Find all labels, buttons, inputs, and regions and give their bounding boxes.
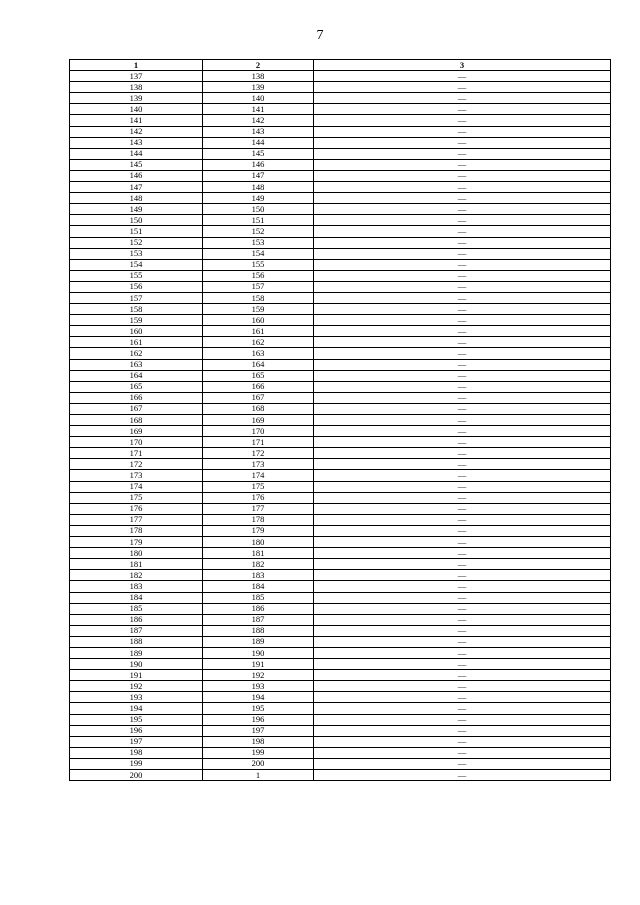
table-row xyxy=(70,337,611,348)
table-cell-col-3: — xyxy=(314,537,611,548)
table-cell-col-2: 154 xyxy=(203,248,314,259)
table-body xyxy=(70,71,611,781)
table-row xyxy=(70,548,611,559)
table-cell-col-2: 194 xyxy=(203,692,314,703)
table-cell-col-3: — xyxy=(314,459,611,470)
table-cell-col-3: — xyxy=(314,514,611,525)
table-row xyxy=(70,659,611,670)
table-cell-col-2: 143 xyxy=(203,126,314,137)
table-row xyxy=(70,170,611,181)
table-row xyxy=(70,359,611,370)
table-row xyxy=(70,692,611,703)
table-cell-col-1: 149 xyxy=(70,204,203,215)
table-cell-col-1: 184 xyxy=(70,592,203,603)
table-cell-col-1: 164 xyxy=(70,370,203,381)
table-cell-col-1: 193 xyxy=(70,692,203,703)
table-cell-col-3: — xyxy=(314,548,611,559)
table-cell-col-3: — xyxy=(314,747,611,758)
table-row xyxy=(70,248,611,259)
table-cell-col-2: 181 xyxy=(203,548,314,559)
table-cell-col-2: 168 xyxy=(203,403,314,414)
table-cell-col-2: 193 xyxy=(203,681,314,692)
table-cell-col-1: 179 xyxy=(70,537,203,548)
table-cell-col-2: 169 xyxy=(203,415,314,426)
table-cell-col-3: — xyxy=(314,736,611,747)
table-cell-col-2: 198 xyxy=(203,736,314,747)
table-cell-col-3: — xyxy=(314,304,611,315)
table-cell-col-1: 150 xyxy=(70,215,203,226)
table-cell-col-3: — xyxy=(314,636,611,647)
table-row xyxy=(70,758,611,769)
table-cell-col-2: 197 xyxy=(203,725,314,736)
table-cell-col-1: 176 xyxy=(70,503,203,514)
table-cell-col-1: 186 xyxy=(70,614,203,625)
table-cell-col-3: — xyxy=(314,326,611,337)
table-cell-col-2: 164 xyxy=(203,359,314,370)
table-cell-col-2: 139 xyxy=(203,82,314,93)
table-cell-col-1: 174 xyxy=(70,481,203,492)
table-cell-col-1: 146 xyxy=(70,170,203,181)
table-row xyxy=(70,403,611,414)
table-cell-col-2: 192 xyxy=(203,670,314,681)
table-cell-col-3: — xyxy=(314,559,611,570)
table-cell-col-2: 190 xyxy=(203,647,314,658)
table-cell-col-2: 167 xyxy=(203,392,314,403)
table-cell-col-1: 142 xyxy=(70,126,203,137)
table-cell-col-2: 161 xyxy=(203,326,314,337)
table-cell-col-2: 150 xyxy=(203,204,314,215)
table-cell-col-1: 177 xyxy=(70,514,203,525)
table-cell-col-3: — xyxy=(314,337,611,348)
table-cell-col-1: 152 xyxy=(70,237,203,248)
table-row xyxy=(70,115,611,126)
table-row xyxy=(70,82,611,93)
table-row xyxy=(70,492,611,503)
table-cell-col-3: — xyxy=(314,703,611,714)
table-cell-col-3: — xyxy=(314,647,611,658)
table-cell-col-2: 170 xyxy=(203,426,314,437)
table-cell-col-3: — xyxy=(314,725,611,736)
table-row xyxy=(70,703,611,714)
table-cell-col-1: 162 xyxy=(70,348,203,359)
table-row xyxy=(70,614,611,625)
table-cell-col-3: — xyxy=(314,148,611,159)
table-cell-col-3: — xyxy=(314,182,611,193)
table-cell-col-1: 163 xyxy=(70,359,203,370)
table-cell-col-3: — xyxy=(314,492,611,503)
table-cell-col-1: 196 xyxy=(70,725,203,736)
table-cell-col-3: — xyxy=(314,381,611,392)
table-cell-col-2: 151 xyxy=(203,215,314,226)
table-cell-col-1: 190 xyxy=(70,659,203,670)
page-number: 7 xyxy=(316,28,324,43)
table-row xyxy=(70,415,611,426)
table-cell-col-1: 171 xyxy=(70,448,203,459)
table-cell-col-2: 189 xyxy=(203,636,314,647)
table-cell-col-3: — xyxy=(314,204,611,215)
table-row xyxy=(70,392,611,403)
table-row xyxy=(70,581,611,592)
table-cell-col-2: 179 xyxy=(203,525,314,536)
table-cell-col-2: 144 xyxy=(203,137,314,148)
table-cell-col-2: 160 xyxy=(203,315,314,326)
table-row xyxy=(70,304,611,315)
table-row xyxy=(70,237,611,248)
table-cell-col-1: 155 xyxy=(70,270,203,281)
table-cell-col-1: 144 xyxy=(70,148,203,159)
table-cell-col-3: — xyxy=(314,503,611,514)
table-cell-col-1: 157 xyxy=(70,292,203,303)
table-cell-col-1: 147 xyxy=(70,182,203,193)
table-cell-col-1: 141 xyxy=(70,115,203,126)
table-cell-col-3: — xyxy=(314,259,611,270)
table-cell-col-2: 191 xyxy=(203,659,314,670)
table-cell-col-3: — xyxy=(314,681,611,692)
table-row xyxy=(70,747,611,758)
table-cell-col-2: 159 xyxy=(203,304,314,315)
table-cell-col-3: — xyxy=(314,415,611,426)
table-cell-col-1: 156 xyxy=(70,281,203,292)
table-cell-col-1: 166 xyxy=(70,392,203,403)
table-cell-col-3: — xyxy=(314,170,611,181)
table-cell-col-2: 156 xyxy=(203,270,314,281)
table-row xyxy=(70,647,611,658)
table-header-row xyxy=(70,60,611,71)
table-cell-col-1: 185 xyxy=(70,603,203,614)
table-cell-col-3: — xyxy=(314,592,611,603)
table-row xyxy=(70,204,611,215)
table-cell-col-1: 158 xyxy=(70,304,203,315)
table-row xyxy=(70,281,611,292)
table-cell-col-2: 148 xyxy=(203,182,314,193)
table-cell-col-1: 139 xyxy=(70,93,203,104)
table-cell-col-2: 195 xyxy=(203,703,314,714)
table-cell-col-2: 145 xyxy=(203,148,314,159)
table-cell-col-3: — xyxy=(314,714,611,725)
table-cell-col-1: 153 xyxy=(70,248,203,259)
table-cell-col-2: 183 xyxy=(203,570,314,581)
table-cell-col-2: 182 xyxy=(203,559,314,570)
table-row xyxy=(70,636,611,647)
table-cell-col-2: 174 xyxy=(203,470,314,481)
table-cell-col-3: — xyxy=(314,159,611,170)
table-cell-col-3: — xyxy=(314,93,611,104)
table-cell-col-3: — xyxy=(314,758,611,769)
number-table xyxy=(69,59,611,781)
table-row xyxy=(70,503,611,514)
table-cell-col-1: 191 xyxy=(70,670,203,681)
table-cell-col-2: 1 xyxy=(203,770,314,781)
table-cell-col-3: — xyxy=(314,426,611,437)
table-cell-col-3: — xyxy=(314,137,611,148)
table-cell-col-1: 167 xyxy=(70,403,203,414)
table-cell-col-3: — xyxy=(314,448,611,459)
table-row xyxy=(70,270,611,281)
table-row xyxy=(70,559,611,570)
table-row xyxy=(70,537,611,548)
table-cell-col-1: 197 xyxy=(70,736,203,747)
table-row xyxy=(70,670,611,681)
table-cell-col-3: — xyxy=(314,104,611,115)
table-cell-col-2: 146 xyxy=(203,159,314,170)
table-row xyxy=(70,470,611,481)
table-cell-col-1: 168 xyxy=(70,415,203,426)
table-row xyxy=(70,348,611,359)
table-cell-col-1: 165 xyxy=(70,381,203,392)
table-row xyxy=(70,736,611,747)
table-cell-col-2: 142 xyxy=(203,115,314,126)
table-cell-col-2: 162 xyxy=(203,337,314,348)
table-cell-col-1: 198 xyxy=(70,747,203,758)
table-cell-col-3: — xyxy=(314,581,611,592)
table-cell-col-3: — xyxy=(314,248,611,259)
table-cell-col-1: 199 xyxy=(70,758,203,769)
table-cell-col-1: 189 xyxy=(70,647,203,658)
table-cell-col-1: 154 xyxy=(70,259,203,270)
table-cell-col-1: 192 xyxy=(70,681,203,692)
table-cell-col-1: 161 xyxy=(70,337,203,348)
table-row xyxy=(70,137,611,148)
table-cell-col-3: — xyxy=(314,126,611,137)
table-cell-col-2: 187 xyxy=(203,614,314,625)
table-cell-col-1: 169 xyxy=(70,426,203,437)
table-row xyxy=(70,381,611,392)
table-row xyxy=(70,481,611,492)
table-cell-col-1: 195 xyxy=(70,714,203,725)
table-cell-col-2: 199 xyxy=(203,747,314,758)
table-row xyxy=(70,426,611,437)
table-cell-col-1: 187 xyxy=(70,625,203,636)
table-row xyxy=(70,148,611,159)
table-cell-col-2: 173 xyxy=(203,459,314,470)
table-cell-col-1: 159 xyxy=(70,315,203,326)
table-cell-col-1: 170 xyxy=(70,437,203,448)
table-cell-col-3: — xyxy=(314,770,611,781)
table-cell-col-2: 185 xyxy=(203,592,314,603)
column-header-1: 1 xyxy=(70,60,203,71)
table-cell-col-1: 137 xyxy=(70,71,203,82)
table-cell-col-2: 200 xyxy=(203,758,314,769)
table-cell-col-2: 152 xyxy=(203,226,314,237)
table-row xyxy=(70,93,611,104)
table-cell-col-2: 177 xyxy=(203,503,314,514)
table-cell-col-3: — xyxy=(314,481,611,492)
table-row xyxy=(70,570,611,581)
table-row xyxy=(70,681,611,692)
table-row xyxy=(70,714,611,725)
table-cell-col-3: — xyxy=(314,403,611,414)
table-cell-col-3: — xyxy=(314,692,611,703)
table-cell-col-2: 184 xyxy=(203,581,314,592)
table-cell-col-3: — xyxy=(314,392,611,403)
table-cell-col-3: — xyxy=(314,614,611,625)
table-cell-col-3: — xyxy=(314,193,611,204)
table-cell-col-2: 188 xyxy=(203,625,314,636)
table-cell-col-1: 182 xyxy=(70,570,203,581)
table-cell-col-1: 183 xyxy=(70,581,203,592)
table-cell-col-2: 180 xyxy=(203,537,314,548)
table-row xyxy=(70,226,611,237)
table-cell-col-2: 166 xyxy=(203,381,314,392)
table-row xyxy=(70,370,611,381)
table-cell-col-3: — xyxy=(314,370,611,381)
table-cell-col-3: — xyxy=(314,359,611,370)
table-cell-col-1: 178 xyxy=(70,525,203,536)
table-row xyxy=(70,525,611,536)
table-cell-col-2: 138 xyxy=(203,71,314,82)
table-cell-col-3: — xyxy=(314,281,611,292)
table-cell-col-3: — xyxy=(314,215,611,226)
table-cell-col-1: 138 xyxy=(70,82,203,93)
table-cell-col-3: — xyxy=(314,659,611,670)
table-cell-col-2: 186 xyxy=(203,603,314,614)
table-cell-col-3: — xyxy=(314,226,611,237)
column-header-3: 3 xyxy=(314,60,611,71)
table-row xyxy=(70,193,611,204)
table-row xyxy=(70,326,611,337)
table-row xyxy=(70,514,611,525)
table-cell-col-2: 157 xyxy=(203,281,314,292)
table-row xyxy=(70,437,611,448)
table-cell-col-1: 148 xyxy=(70,193,203,204)
table-cell-col-2: 175 xyxy=(203,481,314,492)
table-cell-col-3: — xyxy=(314,315,611,326)
column-header-2: 2 xyxy=(203,60,314,71)
table-cell-col-1: 194 xyxy=(70,703,203,714)
table-cell-col-3: — xyxy=(314,237,611,248)
table-cell-col-3: — xyxy=(314,292,611,303)
table-cell-col-3: — xyxy=(314,625,611,636)
table-cell-col-2: 176 xyxy=(203,492,314,503)
table-cell-col-3: — xyxy=(314,270,611,281)
table-row xyxy=(70,592,611,603)
table-cell-col-2: 171 xyxy=(203,437,314,448)
table-cell-col-1: 143 xyxy=(70,137,203,148)
table-cell-col-2: 165 xyxy=(203,370,314,381)
table-row xyxy=(70,104,611,115)
table-cell-col-1: 188 xyxy=(70,636,203,647)
table-cell-col-2: 163 xyxy=(203,348,314,359)
table-cell-col-3: — xyxy=(314,437,611,448)
table-row xyxy=(70,215,611,226)
table-cell-col-2: 178 xyxy=(203,514,314,525)
table-row xyxy=(70,182,611,193)
table-cell-col-3: — xyxy=(314,570,611,581)
table-cell-col-3: — xyxy=(314,348,611,359)
table-row xyxy=(70,159,611,170)
table-cell-col-3: — xyxy=(314,670,611,681)
table-cell-col-3: — xyxy=(314,82,611,93)
table-cell-col-2: 140 xyxy=(203,93,314,104)
table-row xyxy=(70,725,611,736)
table-cell-col-2: 155 xyxy=(203,259,314,270)
table-row xyxy=(70,459,611,470)
table-row xyxy=(70,448,611,459)
table-cell-col-1: 151 xyxy=(70,226,203,237)
table-cell-col-1: 200 xyxy=(70,770,203,781)
table-cell-col-1: 181 xyxy=(70,559,203,570)
table-cell-col-2: 172 xyxy=(203,448,314,459)
table-cell-col-2: 147 xyxy=(203,170,314,181)
table-row xyxy=(70,625,611,636)
table-cell-col-2: 158 xyxy=(203,292,314,303)
table-row xyxy=(70,603,611,614)
table-cell-col-1: 172 xyxy=(70,459,203,470)
table-cell-col-2: 149 xyxy=(203,193,314,204)
table-cell-col-3: — xyxy=(314,71,611,82)
table-cell-col-2: 196 xyxy=(203,714,314,725)
table-row xyxy=(70,292,611,303)
table-row xyxy=(70,126,611,137)
table-cell-col-1: 175 xyxy=(70,492,203,503)
table-row xyxy=(70,770,611,781)
table-cell-col-2: 141 xyxy=(203,104,314,115)
table-cell-col-3: — xyxy=(314,603,611,614)
table-row xyxy=(70,259,611,270)
table-row xyxy=(70,71,611,82)
table-cell-col-1: 180 xyxy=(70,548,203,559)
table-cell-col-3: — xyxy=(314,115,611,126)
table-cell-col-3: — xyxy=(314,470,611,481)
table-row xyxy=(70,315,611,326)
table-cell-col-1: 173 xyxy=(70,470,203,481)
table-cell-col-1: 145 xyxy=(70,159,203,170)
table-cell-col-1: 140 xyxy=(70,104,203,115)
table-cell-col-2: 153 xyxy=(203,237,314,248)
table-cell-col-1: 160 xyxy=(70,326,203,337)
table-cell-col-3: — xyxy=(314,525,611,536)
